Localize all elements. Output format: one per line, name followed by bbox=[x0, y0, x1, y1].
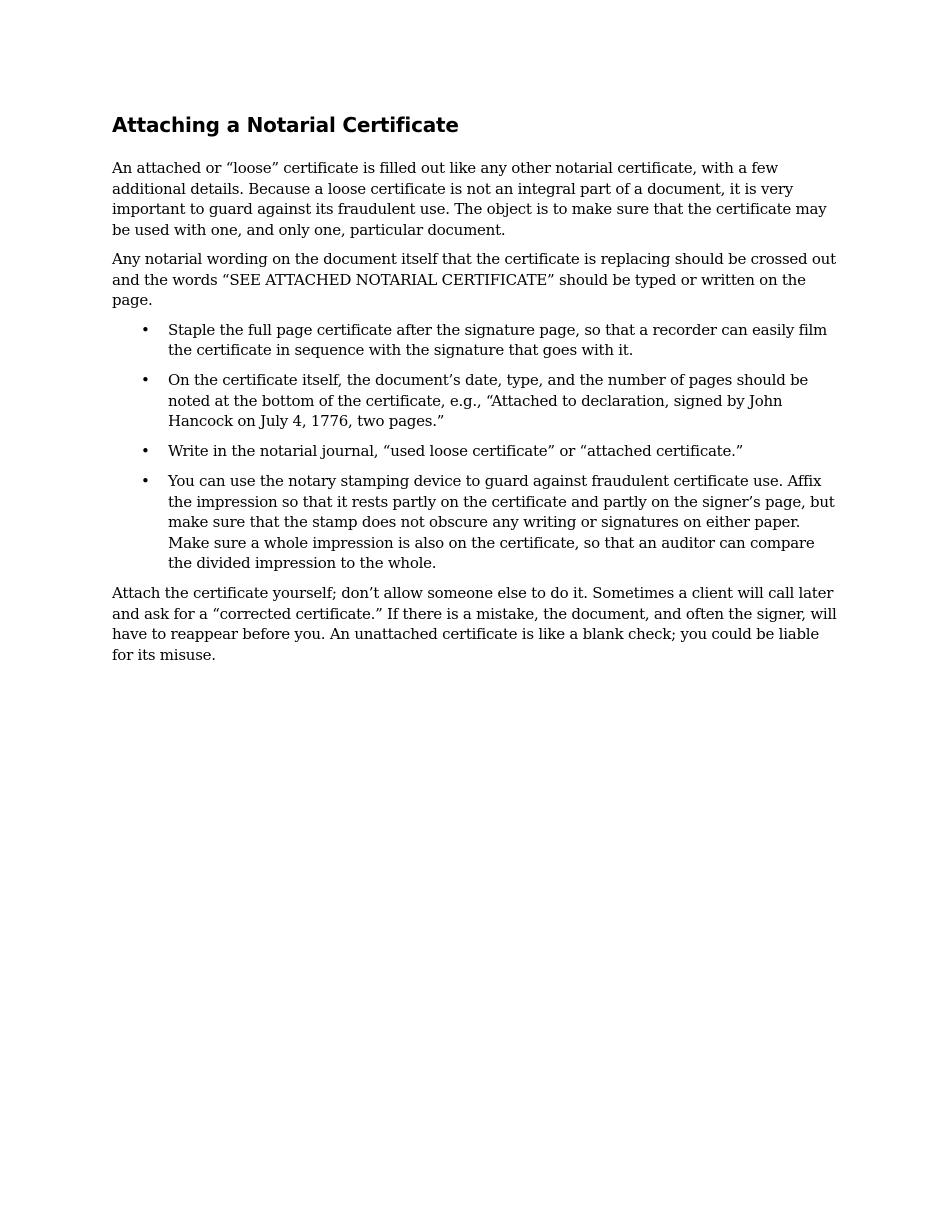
document-page bbox=[112, 112, 840, 674]
bullet-icon: • bbox=[141, 371, 150, 389]
bullet-icon: • bbox=[141, 472, 150, 490]
list-item-text: You can use the notary stamping device to guard against fraudulent certificate use. Affix the impression so that it rests partly on the certificate and partly on the signer’s page, but make sure that the stamp does not obscure any writing or signatures on either paper. Make sure a whole impression is also on the certificate, so that an auditor can compare the divided impression to the whole. bbox=[168, 472, 835, 572]
list-item bbox=[112, 320, 840, 361]
list-item-text: On the certificate itself, the document’s date, type, and the number of pages should be noted at the bottom of the certificate, e.g., “Attached to declaration, signed by John Hancock on July 4, 1776, two pages.” bbox=[168, 371, 809, 430]
list-item bbox=[112, 441, 840, 462]
list-item-text: Write in the notarial journal, “used loose certificate” or “attached certificate.” bbox=[168, 442, 744, 460]
list-item-text: Staple the full page certificate after the signature page, so that a recorder can easily film the certificate in sequence with the signature that goes with it. bbox=[168, 320, 828, 359]
bullet-icon: • bbox=[141, 442, 150, 460]
list-item bbox=[112, 370, 840, 432]
wording-paragraph: Any notarial wording on the document itself that the certificate is replacing should be crossed out and the words “SEE ATTACHED NOTARIAL CERTIFICATE” should be typed or written on the page. bbox=[112, 250, 836, 309]
list-item bbox=[112, 471, 840, 574]
instruction-list bbox=[112, 320, 840, 574]
section-heading: Attaching a Notarial Certificate bbox=[112, 113, 459, 137]
closing-paragraph: Attach the certificate yourself; don’t allow someone else to do it. Sometimes a client will call later and ask for a “corrected certificate.” If there is a mistake, the document, and often the signer, will have to reappear before you. An unattached certificate is like a blank check; you could be liable for its misuse. bbox=[112, 584, 837, 664]
intro-paragraph: An attached or “loose” certificate is filled out like any other notarial certificate, with a few additional details. Because a loose certificate is not an integral part of a document, it is very important to guard against its fraudulent use. The object is to make sure that the certificate may be used with one, and only one, particular document. bbox=[112, 159, 827, 239]
bullet-icon: • bbox=[141, 320, 150, 339]
